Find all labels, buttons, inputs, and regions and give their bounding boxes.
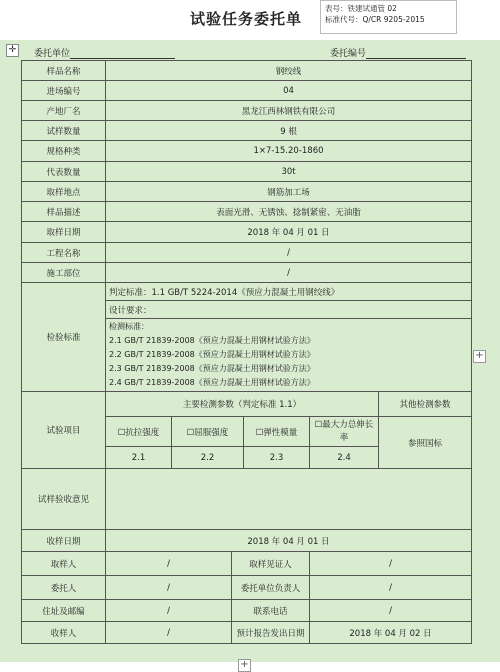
- row-manufacturer: [22, 101, 472, 121]
- location-value: 钢筋加工场: [106, 182, 472, 202]
- client-label: 委托人: [22, 576, 106, 600]
- row-address: [22, 600, 472, 622]
- sample-name-value: 钢绞线: [106, 61, 472, 81]
- test-items-label: 试验项目: [22, 392, 106, 469]
- description-value: 表面光滑、无锈蚀、捻制紧密、无油脂: [106, 202, 472, 222]
- row-description: [22, 202, 472, 222]
- param-ref: 2.2: [172, 447, 244, 469]
- main-params-header: 主要检测参数（判定标准 1.1）: [106, 392, 379, 417]
- param-ref: 2.3: [244, 447, 310, 469]
- test-standard-item: 2.3 GB/T 21839-2008《预应力混凝土用钢材试验方法》: [109, 364, 315, 373]
- table-move-handle-icon[interactable]: ✛: [6, 44, 19, 57]
- received-label: 收样日期: [22, 530, 106, 552]
- row-entry-no: [22, 81, 472, 101]
- commission-number-label: 委托编号: [330, 49, 367, 59]
- row-batch: [22, 162, 472, 182]
- quantity-label: 试样数量: [22, 121, 106, 141]
- sampler-label: 取样人: [22, 552, 106, 576]
- param-ref: 2.4: [310, 447, 379, 469]
- entry-no-label: 进场编号: [22, 81, 106, 101]
- part-label: 施工部位: [22, 263, 106, 283]
- project-label: 工程名称: [22, 243, 106, 263]
- row-spec: [22, 141, 472, 162]
- param-ref: 2.1: [106, 447, 172, 469]
- standards-label: 检验标准: [22, 283, 106, 392]
- param-tensile-strength[interactable]: ☐抗拉强度: [106, 417, 172, 447]
- address-value: /: [106, 600, 232, 622]
- add-row-plus-icon[interactable]: +: [238, 659, 251, 672]
- client-unit-field: [34, 46, 175, 59]
- sample-name-label: 样品名称: [22, 61, 106, 81]
- witness-label: 取样见证人: [232, 552, 310, 576]
- row-opinion: [22, 469, 472, 530]
- witness-value: /: [310, 552, 472, 576]
- commission-number-line: [366, 48, 466, 59]
- row-date: [22, 222, 472, 243]
- quantity-value: 9 根: [106, 121, 472, 141]
- row-test-header: [22, 392, 472, 417]
- location-label: 取样地点: [22, 182, 106, 202]
- description-label: 样品描述: [22, 202, 106, 222]
- test-standard-item: 2.1 GB/T 21839-2008《预应力混凝土用钢材试验方法》: [109, 336, 315, 345]
- param-elastic-modulus[interactable]: ☐弹性模量: [244, 417, 310, 447]
- project-value: /: [106, 243, 472, 263]
- opinion-label: 试样验收意见: [22, 469, 106, 530]
- commission-table: [21, 60, 472, 644]
- opinion-value: [106, 469, 472, 530]
- client-lead-value: /: [310, 576, 472, 600]
- standard-code-line: 标准代号：Q/CR 9205-2015: [325, 15, 425, 24]
- row-project: [22, 243, 472, 263]
- client-lead-label: 委托单位负责人: [232, 576, 310, 600]
- entry-no-value: 04: [106, 81, 472, 101]
- batch-label: 代表数量: [22, 162, 106, 182]
- row-location: [22, 182, 472, 202]
- spec-label: 规格种类: [22, 141, 106, 162]
- client-value: /: [106, 576, 232, 600]
- judgement-standard: 判定标准：1.1 GB/T 5224-2014《预应力混凝土用钢绞线》: [106, 283, 472, 301]
- test-standard-item: 2.4 GB/T 21839-2008《预应力混凝土用钢材试验方法》: [109, 378, 315, 387]
- param-max-force-elongation[interactable]: ☐最大力总伸长率: [310, 417, 379, 447]
- receiver-label: 收样人: [22, 622, 106, 644]
- phone-value: /: [310, 600, 472, 622]
- commission-number-field: [330, 46, 466, 59]
- row-received: [22, 530, 472, 552]
- address-label: 住址及邮编: [22, 600, 106, 622]
- row-judgement: [22, 283, 472, 301]
- design-requirement: 设计要求：: [106, 301, 472, 319]
- other-params-header: 其他检测参数: [379, 392, 472, 417]
- row-quantity: [22, 121, 472, 141]
- row-receiver: [22, 622, 472, 644]
- other-params-value: 参照国标: [379, 417, 472, 469]
- report-date-value: 2018 年 04 月 02 日: [310, 622, 472, 644]
- param-yield-strength[interactable]: ☐屈服强度: [172, 417, 244, 447]
- manufacturer-label: 产地厂名: [22, 101, 106, 121]
- report-date-label: 预计报告发出日期: [232, 622, 310, 644]
- received-value: 2018 年 04 月 01 日: [106, 530, 472, 552]
- part-value: /: [106, 263, 472, 283]
- row-part: [22, 263, 472, 283]
- client-unit-label: 委托单位: [34, 49, 71, 59]
- spec-value: 1×7-15.20-1860: [106, 141, 472, 162]
- test-standard-item: 2.2 GB/T 21839-2008《预应力混凝土用钢材试验方法》: [109, 350, 315, 359]
- document-title: 试验任务委托单: [190, 10, 303, 28]
- row-sample-name: [22, 61, 472, 81]
- receiver-value: /: [106, 622, 232, 644]
- date-label: 取样日期: [22, 222, 106, 243]
- sampler-value: /: [106, 552, 232, 576]
- row-client: [22, 576, 472, 600]
- add-column-plus-icon[interactable]: +: [473, 350, 486, 363]
- test-standards-title: 检测标准：: [109, 322, 149, 331]
- form-code-box: [320, 0, 457, 34]
- client-unit-line: [70, 48, 175, 59]
- date-value: 2018 年 04 月 01 日: [106, 222, 472, 243]
- batch-value: 30t: [106, 162, 472, 182]
- phone-label: 联系电话: [232, 600, 310, 622]
- manufacturer-value: 黑龙江西林钢铁有限公司: [106, 101, 472, 121]
- form-code-line: 表号：铁建试通管 02: [325, 4, 397, 13]
- test-standards-cell: [106, 319, 472, 392]
- row-sampler: [22, 552, 472, 576]
